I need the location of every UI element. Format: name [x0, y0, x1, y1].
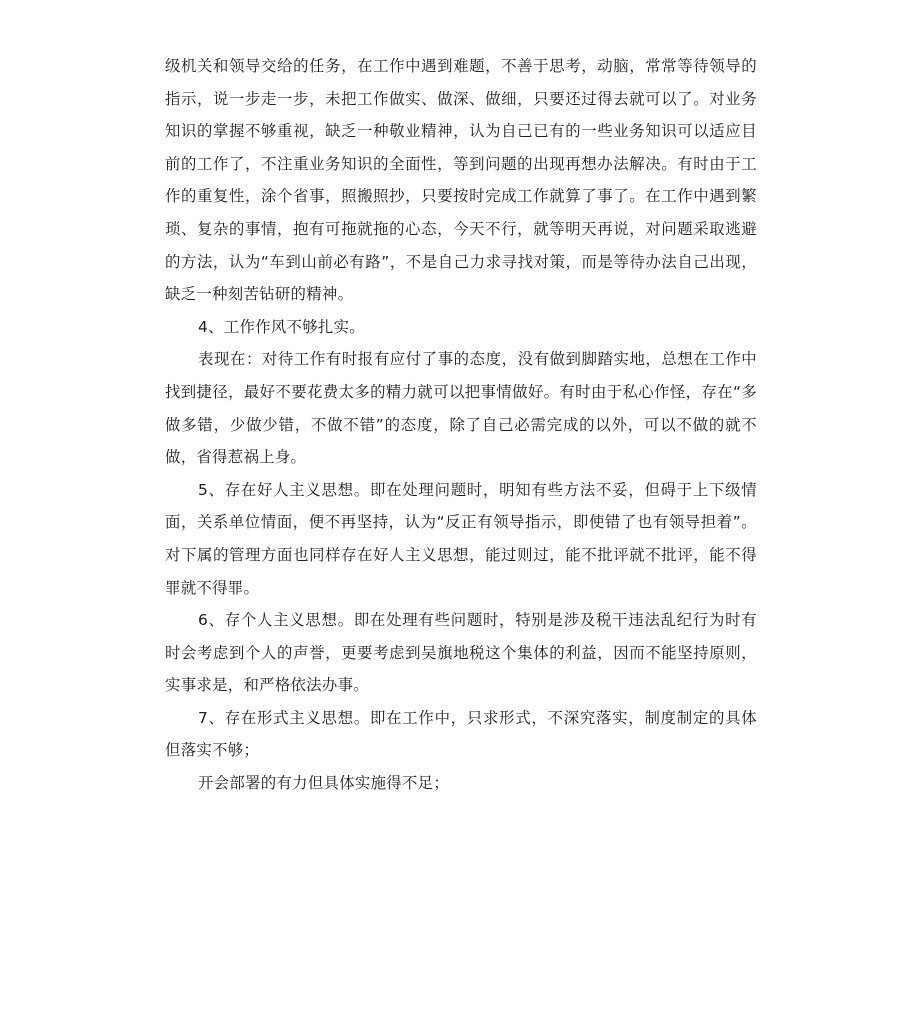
paragraph-heading-4: 4、工作作风不够扎实。	[198, 317, 365, 336]
paragraph-item-5: 5、存在好人主义思想。即在处理问题时，明知有些方法不妥，但碍于上下级情面，关系单位情面，便不再坚持，认为“反正有领导指示，即使错了也有领导担着”。对下属的管理方面也同样存在好人主义思想，能过则过，能不批评就不批评，能不得罪就不得罪。	[165, 480, 757, 597]
paragraph-continuation: 级机关和领导交给的任务，在工作中遇到难题，不善于思考，动脑，常常等待领导的指示，说一步走一步，未把工作做实、做深、做细，只要还过得去就可以了。对业务知识的掌握不够重视，缺乏一种敬业精神，认为自己已有的一些业务知识可以适应目前的工作了，不注重业务知识的全面性，等到问题的出现再想办法解决。有时由于工作的重复性，涂个省事，照搬照抄，只要按时完成工作就算了事了。在工作中遇到繁琐、复杂的事情，抱有可拖就拖的心态，今天不行，就等明天再说，对问题采取逃避的方法，认为“车到山前必有路”，不是自己力求寻找对策，而是等待办法自己出现，缺乏一种刻苦钻研的精神。	[165, 57, 757, 304]
paragraph-item-6: 6、存个人主义思想。即在处理有些问题时，特别是涉及税干违法乱纪行为时有时会考虑到个人的声誉，更要考虑到吴旗地税这个集体的利益，因而不能坚持原则，实事求是，和严格依法办事。	[165, 611, 757, 695]
document-body	[165, 50, 757, 800]
paragraph-work-style: 表现在：对待工作有时报有应付了事的态度，没有做到脚踏实地，总想在工作中找到捷径，最好不要花费太多的精力就可以把事情做好。有时由于私心作怪，存在“多做多错，少做少错，不做不错”的态度，除了自己必需完成的以外，可以不做的就不做，省得惹祸上身。	[165, 350, 757, 467]
paragraph-meeting: 开会部署的有力但具体实施得不足；	[198, 774, 450, 793]
paragraph-item-7: 7、存在形式主义思想。即在工作中，只求形式，不深究落实，制度制定的具体但落实不够；	[165, 708, 757, 760]
